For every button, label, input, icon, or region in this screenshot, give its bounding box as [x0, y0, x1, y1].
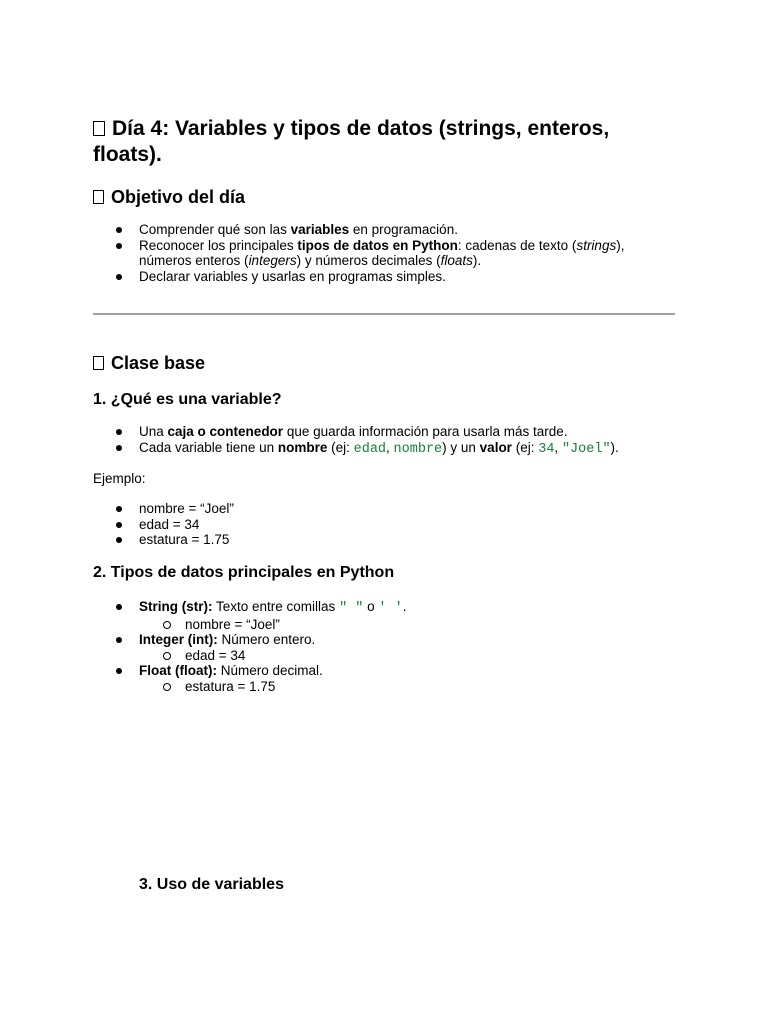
inline-code: 34 — [538, 441, 555, 457]
text-span: Comprender qué son las — [139, 222, 291, 237]
sub-list — [139, 648, 669, 664]
italic-span: integers — [248, 253, 297, 268]
section-heading-objetivo — [93, 186, 245, 208]
text-span: : cadenas de texto ( — [457, 237, 577, 253]
inline-code: nombre — [393, 441, 443, 457]
list-item — [113, 599, 669, 632]
text-span: ) y un — [442, 439, 480, 455]
inline-code: ' ' — [378, 601, 403, 616]
box-glyph-icon — [93, 356, 104, 370]
example-list — [113, 501, 669, 548]
list-item: edad = 34 — [113, 517, 669, 533]
bold-span: nombre — [277, 439, 328, 455]
text-span: o — [363, 599, 379, 614]
list-item — [113, 440, 669, 458]
text-span: Reconocer los principales — [139, 237, 298, 253]
list-item — [113, 663, 669, 694]
bold-span: Float (float): — [139, 663, 217, 678]
text-span: (ej: — [327, 439, 354, 455]
subsection-heading-tipos: 2. Tipos de datos principales en Python — [93, 564, 395, 581]
list-item — [113, 424, 669, 440]
text-span: Cada variable tiene un — [139, 439, 278, 455]
page-title-text: Día 4: Variables y tipos de datos (strings, enteros, floats). — [93, 117, 610, 166]
list-item — [113, 269, 669, 285]
bold-span: tipos de datos en Python — [297, 237, 458, 253]
section-heading-objetivo-text: Objetivo del día — [111, 187, 246, 207]
subsection-heading-uso: 3. Uso de variables — [139, 876, 284, 893]
list-item — [113, 238, 669, 269]
objetivo-list — [113, 222, 669, 284]
page-title — [93, 116, 673, 168]
bold-span: variables — [290, 222, 350, 237]
text-span: Una — [139, 424, 168, 439]
text-span: Número decimal. — [216, 663, 323, 678]
variable-list — [113, 424, 669, 457]
bold-span: String (str): — [139, 599, 213, 614]
text-span: ) y números decimales ( — [296, 253, 441, 268]
inline-code: "Joel" — [561, 441, 611, 457]
inline-code: " " — [339, 601, 364, 616]
text-span: que guarda información para usarla más tarde. — [283, 424, 568, 439]
box-glyph-icon — [93, 121, 105, 136]
section-heading-clase-text: Clase base — [111, 353, 206, 373]
list-item: estatura = 1.75 — [113, 532, 669, 548]
inline-code: edad — [353, 441, 387, 457]
sub-list-item: estatura = 1.75 — [162, 679, 669, 695]
text-span: Declarar variables y usarlas en programas simples. — [139, 268, 446, 284]
bold-span: caja o contenedor — [167, 424, 284, 439]
text-span: Número entero. — [217, 632, 316, 647]
text-span: , — [554, 439, 562, 455]
italic-span: floats — [440, 253, 473, 268]
text-span: ). — [472, 253, 482, 268]
sub-list — [139, 617, 669, 633]
list-item: nombre = “Joel” — [113, 501, 669, 517]
subsection-heading-variable: 1. ¿Qué es una variable? — [93, 391, 282, 408]
tipos-list — [113, 599, 669, 694]
example-label: Ejemplo: — [93, 471, 146, 486]
text-span: ). — [610, 439, 619, 455]
bold-span: valor — [479, 439, 512, 455]
list-item — [113, 632, 669, 663]
box-glyph-icon — [93, 190, 104, 204]
text-span: , — [386, 439, 394, 455]
sub-list — [139, 679, 669, 695]
italic-span: strings — [576, 237, 617, 253]
text-span: (ej: — [511, 439, 539, 455]
sub-list-item: edad = 34 — [162, 648, 669, 664]
text-span: . — [402, 599, 407, 614]
list-item — [113, 222, 669, 238]
section-heading-clase — [93, 352, 205, 374]
text-span: ), números enteros ( — [139, 237, 625, 268]
horizontal-divider — [93, 313, 675, 315]
sub-list-item: nombre = “Joel” — [162, 617, 669, 633]
bold-span: Integer (int): — [139, 632, 218, 647]
text-span: Texto entre comillas — [212, 599, 340, 614]
text-span: en programación. — [349, 222, 458, 237]
